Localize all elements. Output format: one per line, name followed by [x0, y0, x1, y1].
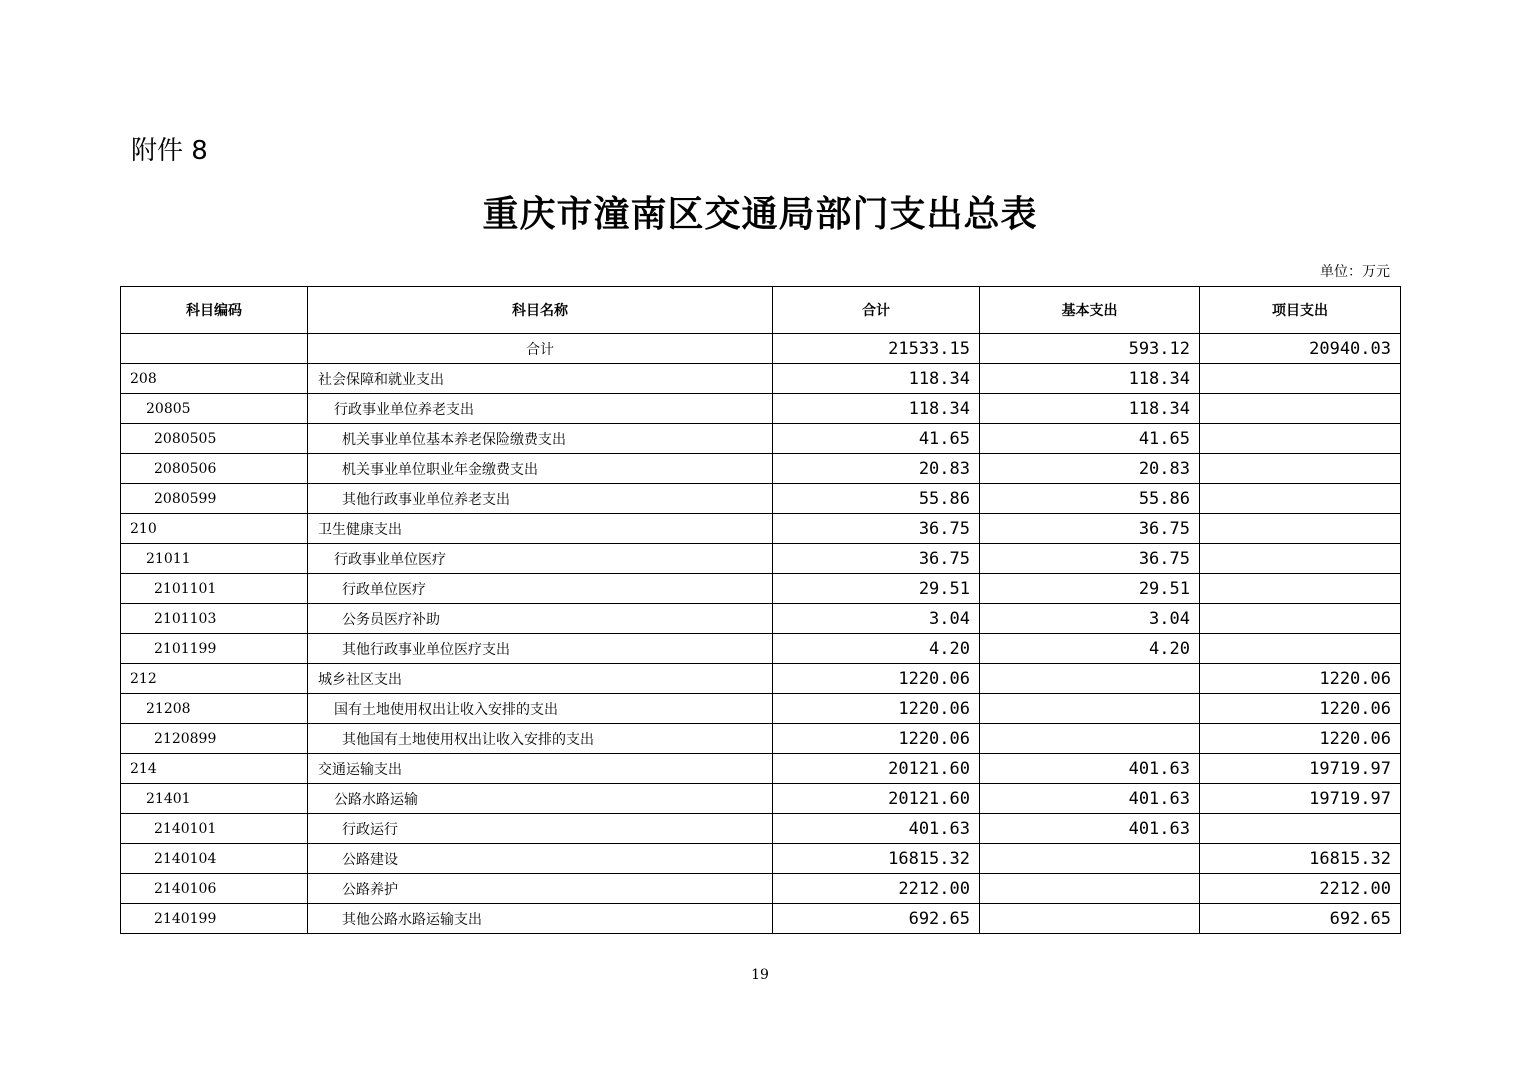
cell-basic — [980, 664, 1200, 694]
table-row — [121, 634, 1401, 664]
cell-name: 行政单位医疗 — [308, 574, 773, 604]
table-row — [121, 574, 1401, 604]
cell-total: 4.20 — [773, 634, 980, 664]
cell-name: 公务员医疗补助 — [308, 604, 773, 634]
cell-project — [1200, 634, 1401, 664]
cell-total: 118.34 — [773, 364, 980, 394]
unit-label: 单位：万元 — [1320, 264, 1390, 280]
cell-name: 机关事业单位基本养老保险缴费支出 — [308, 424, 773, 454]
cell-project: 692.65 — [1200, 904, 1401, 934]
cell-basic — [980, 724, 1200, 754]
table-row — [121, 904, 1401, 934]
cell-name: 其他行政事业单位养老支出 — [308, 484, 773, 514]
cell-code: 2140104 — [121, 844, 308, 874]
cell-total: 21533.15 — [773, 334, 980, 364]
table-body — [121, 334, 1401, 934]
page-number: 19 — [751, 967, 769, 983]
table-row — [121, 814, 1401, 844]
table-row — [121, 754, 1401, 784]
cell-project: 19719.97 — [1200, 754, 1401, 784]
cell-basic: 41.65 — [980, 424, 1200, 454]
cell-basic: 20.83 — [980, 454, 1200, 484]
cell-total: 3.04 — [773, 604, 980, 634]
cell-project — [1200, 394, 1401, 424]
table-row — [121, 394, 1401, 424]
cell-name: 交通运输支出 — [308, 754, 773, 784]
cell-name: 城乡社区支出 — [308, 664, 773, 694]
table-row — [121, 724, 1401, 754]
table-header-row — [121, 287, 1401, 334]
cell-total: 20121.60 — [773, 754, 980, 784]
cell-total: 20.83 — [773, 454, 980, 484]
cell-basic — [980, 694, 1200, 724]
cell-name: 行政事业单位养老支出 — [308, 394, 773, 424]
cell-code — [121, 334, 308, 364]
cell-code: 21208 — [121, 694, 308, 724]
attachment-label: 附件 8 — [131, 136, 208, 166]
column-header-project: 项目支出 — [1200, 287, 1401, 334]
cell-basic: 401.63 — [980, 754, 1200, 784]
cell-basic: 118.34 — [980, 364, 1200, 394]
cell-code: 2101101 — [121, 574, 308, 604]
cell-total: 16815.32 — [773, 844, 980, 874]
cell-code: 2140106 — [121, 874, 308, 904]
cell-basic: 29.51 — [980, 574, 1200, 604]
cell-code: 2101199 — [121, 634, 308, 664]
cell-code: 21011 — [121, 544, 308, 574]
cell-code: 208 — [121, 364, 308, 394]
cell-project — [1200, 574, 1401, 604]
cell-total: 118.34 — [773, 394, 980, 424]
cell-name: 其他公路水路运输支出 — [308, 904, 773, 934]
cell-basic: 4.20 — [980, 634, 1200, 664]
cell-basic — [980, 904, 1200, 934]
cell-project: 1220.06 — [1200, 694, 1401, 724]
page-title: 重庆市潼南区交通局部门支出总表 — [482, 193, 1038, 235]
cell-code: 212 — [121, 664, 308, 694]
cell-total: 1220.06 — [773, 664, 980, 694]
cell-total: 41.65 — [773, 424, 980, 454]
column-header-total: 合计 — [773, 287, 980, 334]
cell-project — [1200, 424, 1401, 454]
cell-total: 692.65 — [773, 904, 980, 934]
cell-total: 401.63 — [773, 814, 980, 844]
cell-project — [1200, 544, 1401, 574]
cell-name: 行政运行 — [308, 814, 773, 844]
cell-basic: 593.12 — [980, 334, 1200, 364]
cell-name: 公路建设 — [308, 844, 773, 874]
cell-project — [1200, 814, 1401, 844]
cell-basic: 118.34 — [980, 394, 1200, 424]
cell-name: 国有土地使用权出让收入安排的支出 — [308, 694, 773, 724]
cell-code: 214 — [121, 754, 308, 784]
table-row — [121, 484, 1401, 514]
table-row — [121, 874, 1401, 904]
cell-project: 20940.03 — [1200, 334, 1401, 364]
cell-project: 19719.97 — [1200, 784, 1401, 814]
cell-project: 1220.06 — [1200, 724, 1401, 754]
cell-basic: 36.75 — [980, 514, 1200, 544]
cell-basic — [980, 874, 1200, 904]
cell-name: 其他行政事业单位医疗支出 — [308, 634, 773, 664]
cell-code: 2080505 — [121, 424, 308, 454]
cell-name: 公路水路运输 — [308, 784, 773, 814]
cell-total: 20121.60 — [773, 784, 980, 814]
cell-name: 机关事业单位职业年金缴费支出 — [308, 454, 773, 484]
cell-total: 1220.06 — [773, 694, 980, 724]
cell-project — [1200, 604, 1401, 634]
cell-code: 2140101 — [121, 814, 308, 844]
table-row — [121, 844, 1401, 874]
cell-total: 1220.06 — [773, 724, 980, 754]
cell-code: 21401 — [121, 784, 308, 814]
cell-code: 2140199 — [121, 904, 308, 934]
table-row — [121, 694, 1401, 724]
table-row — [121, 364, 1401, 394]
cell-basic: 36.75 — [980, 544, 1200, 574]
cell-project — [1200, 514, 1401, 544]
cell-basic: 3.04 — [980, 604, 1200, 634]
table-row — [121, 784, 1401, 814]
cell-name: 行政事业单位医疗 — [308, 544, 773, 574]
cell-code: 210 — [121, 514, 308, 544]
cell-project: 16815.32 — [1200, 844, 1401, 874]
table-row — [121, 514, 1401, 544]
cell-name: 合计 — [308, 334, 773, 364]
table-row — [121, 604, 1401, 634]
cell-total: 36.75 — [773, 514, 980, 544]
expenditure-table — [120, 286, 1401, 934]
cell-basic: 55.86 — [980, 484, 1200, 514]
cell-code: 2101103 — [121, 604, 308, 634]
cell-total: 2212.00 — [773, 874, 980, 904]
cell-code: 2080506 — [121, 454, 308, 484]
table-row — [121, 424, 1401, 454]
cell-project — [1200, 454, 1401, 484]
cell-project: 1220.06 — [1200, 664, 1401, 694]
cell-total: 55.86 — [773, 484, 980, 514]
column-header-name: 科目名称 — [308, 287, 773, 334]
cell-total: 36.75 — [773, 544, 980, 574]
cell-code: 2080599 — [121, 484, 308, 514]
table-row — [121, 544, 1401, 574]
cell-project — [1200, 484, 1401, 514]
column-header-basic: 基本支出 — [980, 287, 1200, 334]
cell-basic: 401.63 — [980, 784, 1200, 814]
cell-name: 公路养护 — [308, 874, 773, 904]
cell-basic: 401.63 — [980, 814, 1200, 844]
cell-project: 2212.00 — [1200, 874, 1401, 904]
cell-name: 其他国有土地使用权出让收入安排的支出 — [308, 724, 773, 754]
cell-project — [1200, 364, 1401, 394]
table-row — [121, 664, 1401, 694]
cell-code: 20805 — [121, 394, 308, 424]
cell-name: 社会保障和就业支出 — [308, 364, 773, 394]
table-row — [121, 454, 1401, 484]
table-row-total — [121, 334, 1401, 364]
column-header-code: 科目编码 — [121, 287, 308, 334]
cell-basic — [980, 844, 1200, 874]
cell-name: 卫生健康支出 — [308, 514, 773, 544]
cell-code: 2120899 — [121, 724, 308, 754]
cell-total: 29.51 — [773, 574, 980, 604]
